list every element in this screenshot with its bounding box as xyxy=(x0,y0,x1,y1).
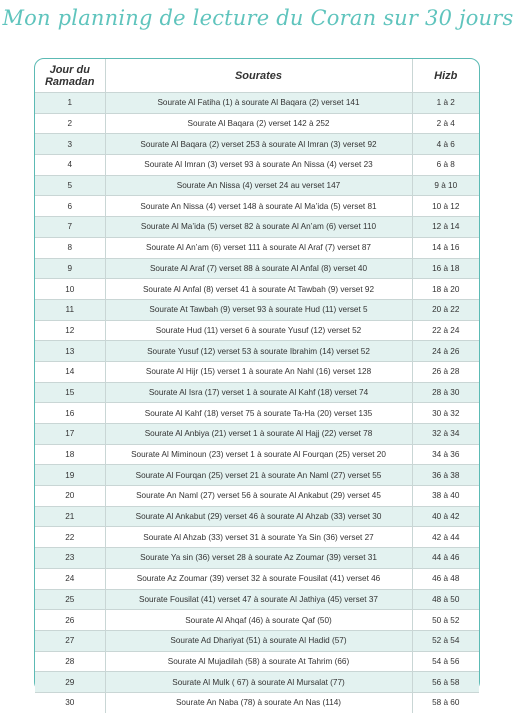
cell-hizb: 26 à 28 xyxy=(412,361,479,382)
cell-day: 6 xyxy=(35,196,105,217)
cell-sourates: Sourate An Nissa (4) verset 24 au verset 147 xyxy=(105,175,412,196)
table-row xyxy=(35,258,479,279)
cell-day: 10 xyxy=(35,279,105,300)
cell-day: 24 xyxy=(35,568,105,589)
cell-sourates: Sourate An Naba (78) à sourate An Nas (114) xyxy=(105,692,412,712)
cell-hizb: 10 à 12 xyxy=(412,196,479,217)
column-header-sourates: Sourates xyxy=(105,59,412,93)
cell-day: 3 xyxy=(35,134,105,155)
cell-day: 25 xyxy=(35,589,105,610)
cell-sourates: Sourate An Naml (27) verset 56 à sourate Al Ankabut (29) verset 45 xyxy=(105,486,412,507)
cell-hizb: 32 à 34 xyxy=(412,424,479,445)
cell-sourates: Sourate Ya sin (36) verset 28 à sourate Az Zoumar (39) verset 31 xyxy=(105,548,412,569)
cell-sourates: Sourate Al Isra (17) verset 1 à sourate Al Kahf (18) verset 74 xyxy=(105,382,412,403)
cell-hizb: 20 à 22 xyxy=(412,299,479,320)
cell-hizb: 38 à 40 xyxy=(412,486,479,507)
cell-day: 20 xyxy=(35,486,105,507)
cell-hizb: 34 à 36 xyxy=(412,444,479,465)
cell-sourates: Sourate Al Mulk ( 67) à sourate Al Mursalat (77) xyxy=(105,672,412,693)
table-row xyxy=(35,217,479,238)
cell-hizb: 40 à 42 xyxy=(412,506,479,527)
cell-sourates: Sourate Al Ahzab (33) verset 31 à sourate Ya Sin (36) verset 27 xyxy=(105,527,412,548)
table-row xyxy=(35,134,479,155)
cell-day: 12 xyxy=(35,320,105,341)
page-title: Mon planning de lecture du Coran sur 30 jours xyxy=(2,6,514,30)
table-row xyxy=(35,506,479,527)
cell-sourates: Sourate Ad Dhariyat (51) à sourate Al Hadid (57) xyxy=(105,630,412,651)
cell-day: 9 xyxy=(35,258,105,279)
cell-sourates: Sourate Al Fatiha (1) à sourate Al Baqara (2) verset 141 xyxy=(105,93,412,114)
cell-day: 18 xyxy=(35,444,105,465)
table-row xyxy=(35,237,479,258)
cell-hizb: 6 à 8 xyxy=(412,155,479,176)
column-header-day-label: Jour du Ramadan xyxy=(44,63,95,88)
cell-hizb: 18 à 20 xyxy=(412,279,479,300)
cell-sourates: Sourate Al Hijr (15) verset 1 à sourate An Nahl (16) verset 128 xyxy=(105,361,412,382)
table-row xyxy=(35,299,479,320)
cell-day: 21 xyxy=(35,506,105,527)
table-row xyxy=(35,672,479,693)
table-row xyxy=(35,341,479,362)
cell-day: 14 xyxy=(35,361,105,382)
cell-hizb: 24 à 26 xyxy=(412,341,479,362)
cell-hizb: 50 à 52 xyxy=(412,610,479,631)
table-row xyxy=(35,93,479,114)
table-row xyxy=(35,382,479,403)
cell-day: 11 xyxy=(35,299,105,320)
cell-hizb: 22 à 24 xyxy=(412,320,479,341)
cell-hizb: 9 à 10 xyxy=(412,175,479,196)
cell-sourates: Sourate An Nissa (4) verset 148 à sourate Al Ma’ida (5) verset 81 xyxy=(105,196,412,217)
cell-hizb: 52 à 54 xyxy=(412,630,479,651)
cell-sourates: Sourate Fousilat (41) verset 47 à sourate Al Jathiya (45) verset 37 xyxy=(105,589,412,610)
cell-sourates: Sourate Al Baqara (2) verset 253 à sourate Al Imran (3) verset 92 xyxy=(105,134,412,155)
cell-day: 19 xyxy=(35,465,105,486)
cell-day: 13 xyxy=(35,341,105,362)
column-header-hizb: Hizb xyxy=(412,59,479,93)
cell-hizb: 16 à 18 xyxy=(412,258,479,279)
cell-day: 5 xyxy=(35,175,105,196)
cell-sourates: Sourate Al Baqara (2) verset 142 à 252 xyxy=(105,113,412,134)
cell-hizb: 36 à 38 xyxy=(412,465,479,486)
table-row xyxy=(35,196,479,217)
cell-sourates: Sourate Hud (11) verset 6 à sourate Yusuf (12) verset 52 xyxy=(105,320,412,341)
cell-day: 1 xyxy=(35,93,105,114)
cell-hizb: 58 à 60 xyxy=(412,692,479,712)
cell-day: 8 xyxy=(35,237,105,258)
table-row xyxy=(35,113,479,134)
cell-hizb: 42 à 44 xyxy=(412,527,479,548)
cell-day: 16 xyxy=(35,403,105,424)
table-row xyxy=(35,403,479,424)
cell-sourates: Sourate Al An’am (6) verset 111 à sourate Al Araf (7) verset 87 xyxy=(105,237,412,258)
cell-day: 23 xyxy=(35,548,105,569)
cell-hizb: 44 à 46 xyxy=(412,548,479,569)
cell-sourates: Sourate Al Anfal (8) verset 41 à sourate At Tawbah (9) verset 92 xyxy=(105,279,412,300)
cell-hizb: 48 à 50 xyxy=(412,589,479,610)
cell-sourates: Sourate Yusuf (12) verset 53 à sourate Ibrahim (14) verset 52 xyxy=(105,341,412,362)
table-row xyxy=(35,155,479,176)
cell-day: 4 xyxy=(35,155,105,176)
table-body xyxy=(35,93,479,713)
cell-sourates: Sourate Al Kahf (18) verset 75 à sourate Ta-Ha (20) verset 135 xyxy=(105,403,412,424)
cell-day: 26 xyxy=(35,610,105,631)
table-row xyxy=(35,424,479,445)
table-row xyxy=(35,444,479,465)
table-row xyxy=(35,651,479,672)
cell-sourates: Sourate Al Imran (3) verset 93 à sourate An Nissa (4) verset 23 xyxy=(105,155,412,176)
cell-day: 22 xyxy=(35,527,105,548)
table-row xyxy=(35,692,479,712)
cell-sourates: Sourate Al Mujadilah (58) à sourate At Tahrim (66) xyxy=(105,651,412,672)
cell-day: 29 xyxy=(35,672,105,693)
cell-day: 7 xyxy=(35,217,105,238)
cell-hizb: 4 à 6 xyxy=(412,134,479,155)
cell-sourates: Sourate Al Ahqaf (46) à sourate Qaf (50) xyxy=(105,610,412,631)
table-row xyxy=(35,465,479,486)
table-row xyxy=(35,175,479,196)
cell-hizb: 46 à 48 xyxy=(412,568,479,589)
cell-hizb: 30 à 32 xyxy=(412,403,479,424)
cell-day: 2 xyxy=(35,113,105,134)
cell-day: 27 xyxy=(35,630,105,651)
cell-hizb: 54 à 56 xyxy=(412,651,479,672)
cell-hizb: 12 à 14 xyxy=(412,217,479,238)
table-row xyxy=(35,548,479,569)
table-header-row xyxy=(35,59,479,93)
table-row xyxy=(35,527,479,548)
cell-hizb: 14 à 16 xyxy=(412,237,479,258)
cell-hizb: 2 à 4 xyxy=(412,113,479,134)
cell-sourates: Sourate Al Araf (7) verset 88 à sourate Al Anfal (8) verset 40 xyxy=(105,258,412,279)
cell-day: 30 xyxy=(35,692,105,712)
cell-sourates: Sourate Al Ma’ida (5) verset 82 à sourate Al An’am (6) verset 110 xyxy=(105,217,412,238)
cell-day: 17 xyxy=(35,424,105,445)
table-row xyxy=(35,320,479,341)
cell-day: 28 xyxy=(35,651,105,672)
table-row xyxy=(35,486,479,507)
cell-sourates: Sourate Al Ankabut (29) verset 46 à sourate Al Ahzab (33) verset 30 xyxy=(105,506,412,527)
cell-hizb: 28 à 30 xyxy=(412,382,479,403)
cell-hizb: 56 à 58 xyxy=(412,672,479,693)
table-row xyxy=(35,361,479,382)
table-row xyxy=(35,610,479,631)
cell-sourates: Sourate At Tawbah (9) verset 93 à sourate Hud (11) verset 5 xyxy=(105,299,412,320)
column-header-day xyxy=(35,59,105,93)
cell-sourates: Sourate Az Zoumar (39) verset 32 à sourate Fousilat (41) verset 46 xyxy=(105,568,412,589)
cell-sourates: Sourate Al Miminoun (23) verset 1 à sourate Al Fourqan (25) verset 20 xyxy=(105,444,412,465)
reading-plan-table-frame xyxy=(34,58,480,708)
cell-hizb: 1 à 2 xyxy=(412,93,479,114)
reading-plan-table xyxy=(35,59,479,713)
table-row xyxy=(35,630,479,651)
cell-day: 15 xyxy=(35,382,105,403)
cell-sourates: Sourate Al Anbiya (21) verset 1 à sourate Al Hajj (22) verset 78 xyxy=(105,424,412,445)
table-row xyxy=(35,279,479,300)
table-row xyxy=(35,568,479,589)
cell-sourates: Sourate Al Fourqan (25) verset 21 à sourate An Naml (27) verset 55 xyxy=(105,465,412,486)
table-row xyxy=(35,589,479,610)
